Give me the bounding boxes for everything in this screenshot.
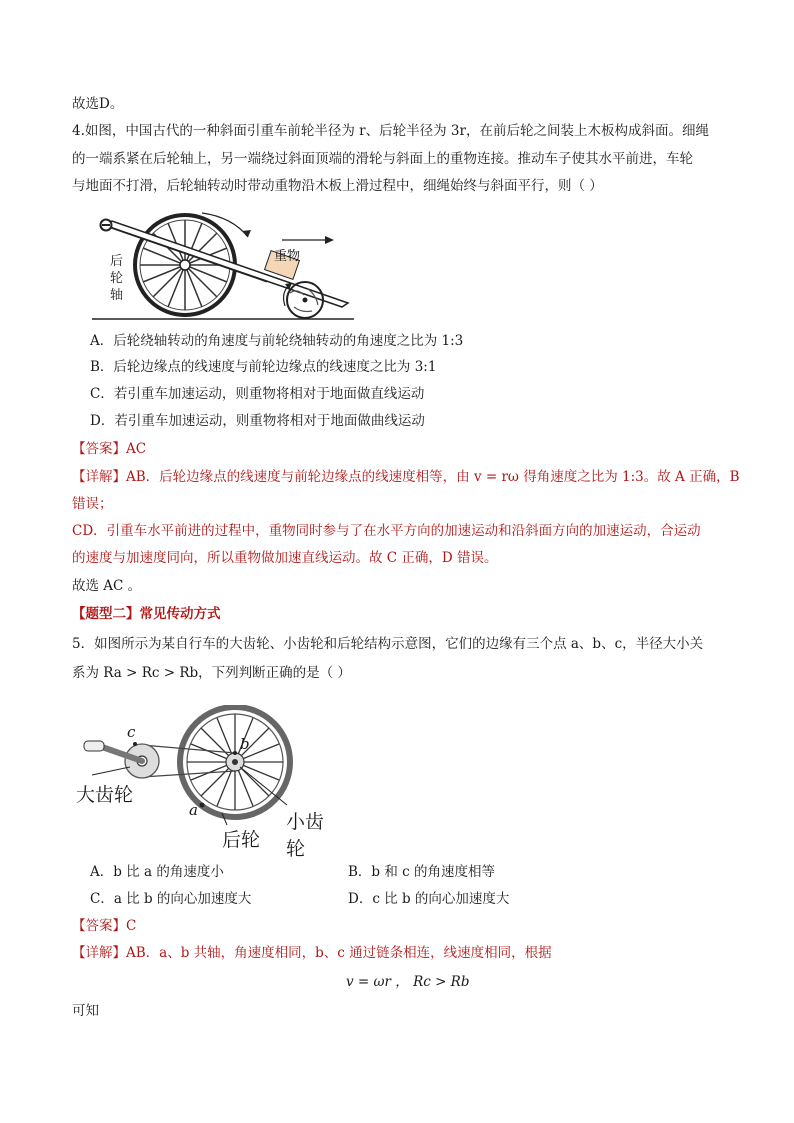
q4-conclusion: 故选 AC 。 bbox=[72, 578, 142, 594]
answer-value: AC bbox=[126, 441, 147, 457]
q4-stem-line-1: 4.如图，中国古代的一种斜面引重车前轮半径为 r、后轮半径为 3r，在前后轮之间装上木板构成斜面。细绳 bbox=[72, 123, 709, 139]
small-gear-label: 小齿轮 bbox=[286, 811, 325, 860]
q5-formula: v = ωr ， Rc > Rb bbox=[346, 974, 470, 990]
pedal bbox=[84, 741, 104, 751]
rear-wheel-label: 后轮 bbox=[222, 829, 261, 851]
q4-detail-line-1: 【详解】AB．后轮边缘点的线速度与前轮边缘点的线速度相等，由 v = rω 得角速度之比为 1:3。故 A 正确，B bbox=[72, 469, 740, 485]
q5-detail-line: 【详解】AB．a、b 共轴，角速度相同，b、c 通过链条相连，线速度相同，根据 bbox=[72, 945, 552, 961]
answer-value: C bbox=[126, 918, 137, 934]
detail-tag: 【详解】 bbox=[72, 469, 126, 485]
q5-option-d: D．c 比 b 的向心加速度大 bbox=[348, 891, 510, 907]
q3-conclusion: 故选D。 bbox=[72, 96, 124, 112]
q4-detail-line-2: 错误； bbox=[72, 496, 113, 512]
q4-stem-line-2: 的一端系紧在后轮轴上，另一端绕过斜面顶端的滑轮与斜面上的重物连接。推动车子使其水平前进，车轮 bbox=[72, 151, 693, 167]
q5-answer bbox=[72, 916, 136, 936]
q4-detail-line-4: 的速度与加速度同向，所以重物做加速直线运动。故 C 正确，D 错误。 bbox=[72, 550, 498, 566]
detail-tag: 【详解】 bbox=[72, 945, 126, 961]
q5-stem-line-1: 5．如图所示为某自行车的大齿轮、小齿轮和后轮结构示意图，它们的边缘有三个点 a、b、c，半径大小关 bbox=[72, 636, 704, 652]
point-a-label: a bbox=[189, 801, 198, 819]
q4-option-c: C．若引重车加速运动，则重物将相对于地面做直线运动 bbox=[90, 386, 425, 402]
q4-stem-line-3: 与地面不打滑，后轮轴转动时带动重物沿木板上滑过程中，细绳始终与斜面平行，则（ ） bbox=[72, 178, 603, 194]
q5-option-b: B．b 和 c 的角速度相等 bbox=[348, 864, 495, 880]
q5-option-c: C．a 比 b 的向心加速度大 bbox=[90, 891, 252, 907]
section-title: 【题型二】常见传动方式 bbox=[72, 606, 221, 622]
big-gear-label: 大齿轮 bbox=[76, 784, 134, 806]
weight-label: 重物 bbox=[274, 249, 301, 264]
point-a-dot bbox=[200, 803, 205, 808]
q5-option-a: A．b 比 a 的角速度小 bbox=[90, 864, 224, 880]
answer-tag: 【答案】 bbox=[72, 441, 126, 457]
point-c-label: c bbox=[127, 723, 136, 741]
q5-stem-line-2: 系为 Ra > Rc > Rb，下列判断正确的是（ ） bbox=[72, 665, 351, 681]
rear-axle-hub bbox=[180, 260, 190, 270]
q5-bicycle-figure bbox=[72, 705, 332, 860]
q4-option-a: A．后轮绕轴转动的角速度与前轮绕轴转动的角速度之比为 1:3 bbox=[90, 333, 464, 349]
point-b-dot bbox=[233, 751, 237, 755]
rope bbox=[108, 227, 267, 282]
q4-option-b: B．后轮边缘点的线速度与前轮边缘点的线速度之比为 3:1 bbox=[90, 359, 437, 375]
axle-label: 后 轮 轴 bbox=[110, 254, 124, 303]
answer-tag: 【答案】 bbox=[72, 918, 126, 934]
point-c-dot bbox=[133, 742, 137, 746]
q5-tail: 可知 bbox=[72, 1003, 99, 1019]
q4-answer bbox=[72, 439, 146, 459]
q4-detail-line-3: CD．引重车水平前进的过程中，重物同时参与了在水平方向的加速运动和沿斜面方向的加速运动，合运动 bbox=[72, 523, 701, 539]
q4-cart-figure bbox=[72, 203, 362, 323]
q4-option-d: D．若引重车加速运动，则重物将相对于地面做曲线运动 bbox=[90, 413, 425, 429]
point-b-label: b bbox=[240, 735, 250, 753]
